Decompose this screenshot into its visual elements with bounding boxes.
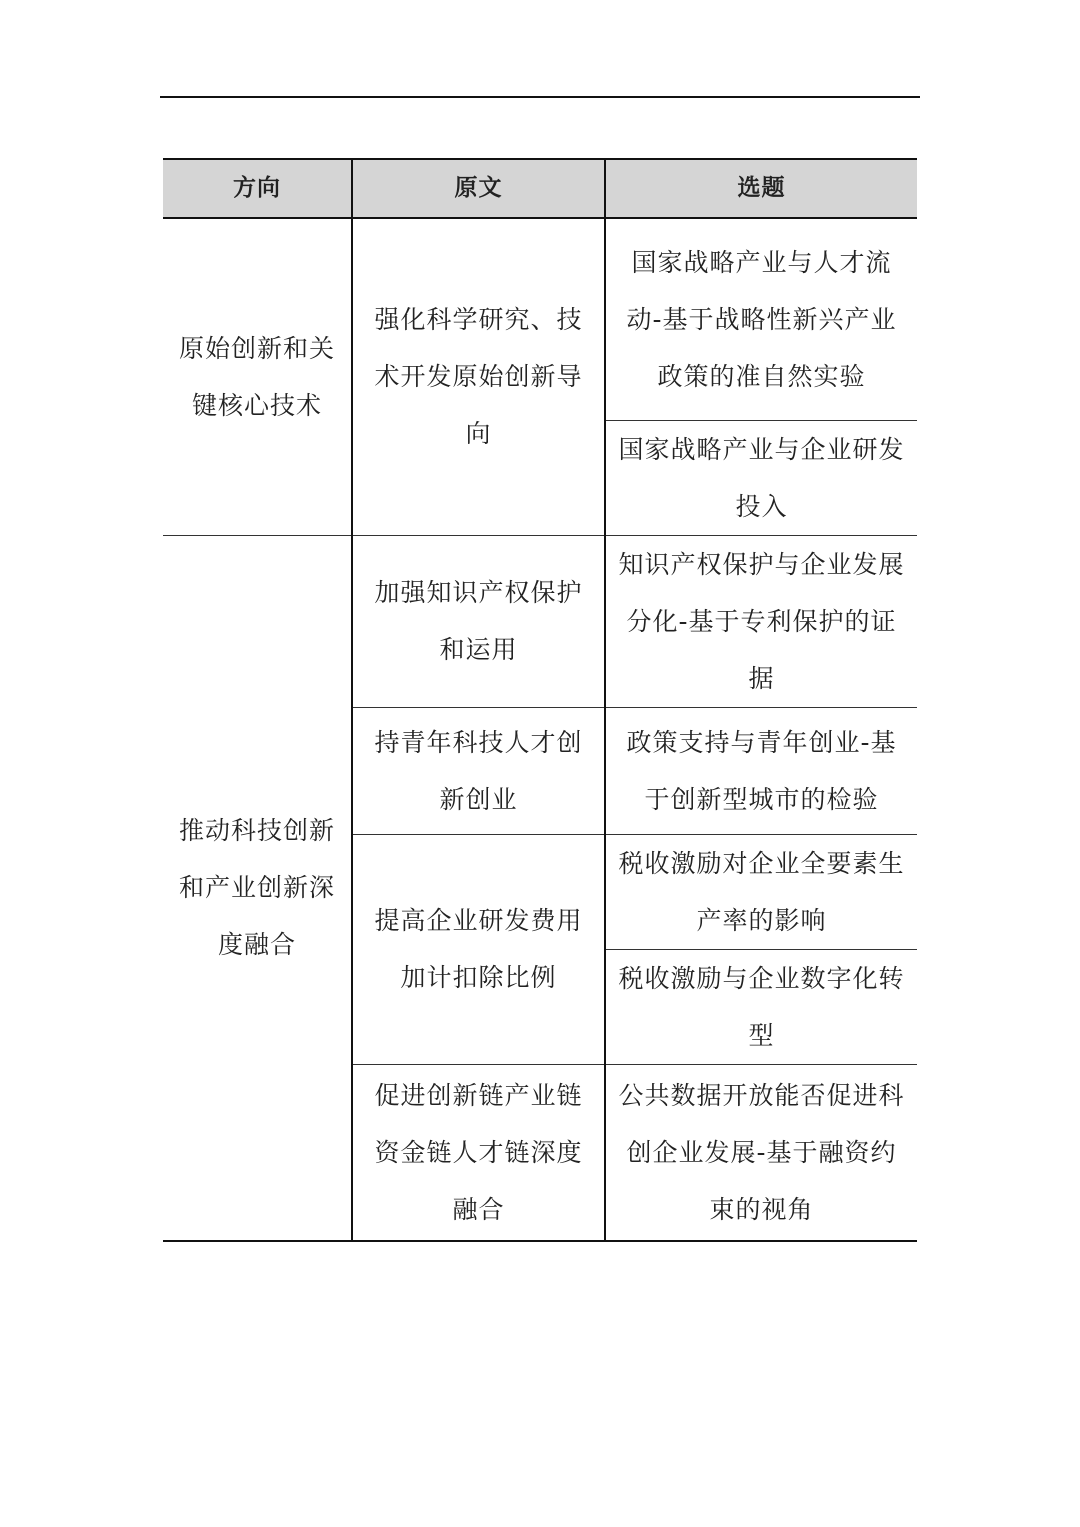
topic-cell: 政策支持与青年创业-基于创新型城市的检验: [605, 707, 917, 834]
original-cell: 促进创新链产业链资金链人才链深度融合: [352, 1064, 605, 1241]
header-rule: [160, 96, 920, 98]
topic-cell: 知识产权保护与企业发展分化-基于专利保护的证据: [605, 535, 917, 707]
topic-cell: 国家战略产业与企业研发投入: [605, 420, 917, 535]
header-topic: 选题: [605, 159, 917, 218]
header-original: 原文: [352, 159, 605, 218]
topic-cell: 税收激励与企业数字化转型: [605, 949, 917, 1064]
original-cell: 持青年科技人才创新创业: [352, 707, 605, 834]
topic-cell: 国家战略产业与人才流动-基于战略性新兴产业政策的准自然实验: [605, 218, 917, 420]
table-header-row: [163, 159, 917, 218]
table-row: [163, 535, 917, 707]
original-cell: 加强知识产权保护和运用: [352, 535, 605, 707]
direction-cell: 推动科技创新和产业创新深度融合: [163, 535, 352, 1241]
original-cell: 强化科学研究、技术开发原始创新导向: [352, 218, 605, 535]
direction-cell: 原始创新和关键核心技术: [178, 333, 335, 420]
header-direction: 方向: [163, 159, 352, 218]
topic-cell: 税收激励对企业全要素生产率的影响: [605, 834, 917, 949]
topic-cell: 公共数据开放能否促进科创企业发展-基于融资约束的视角: [605, 1064, 917, 1241]
original-cell: 提高企业研发费用加计扣除比例: [352, 834, 605, 1064]
topic-table: [163, 158, 917, 1242]
table-row: [163, 218, 917, 420]
